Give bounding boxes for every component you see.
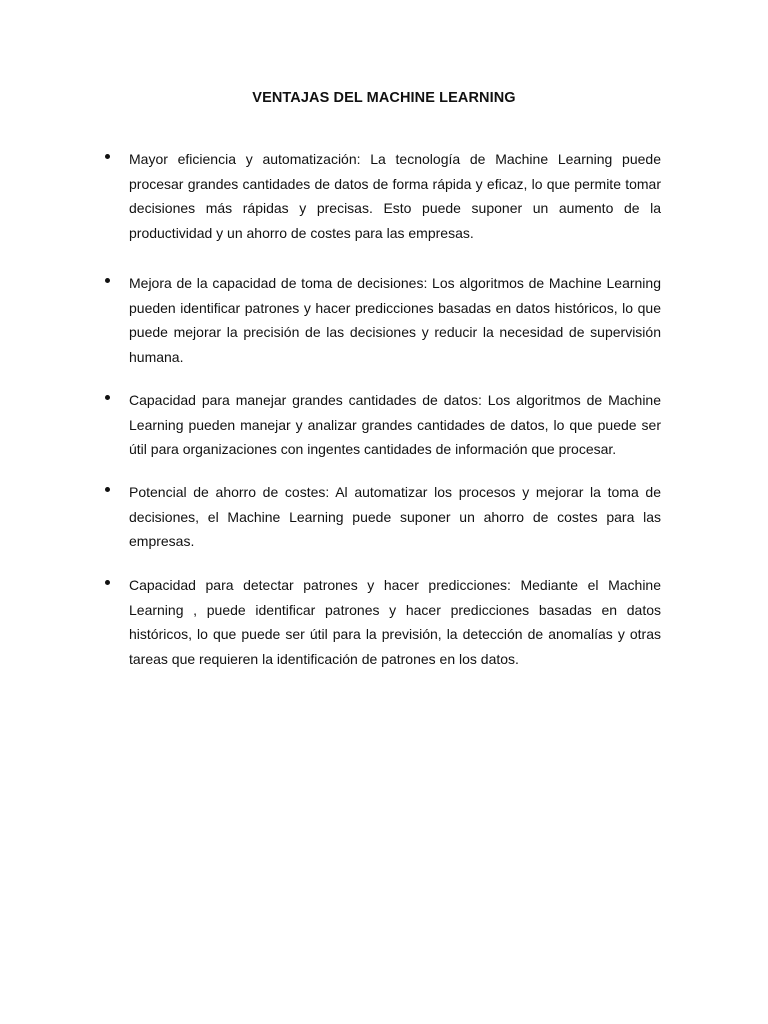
list-item-text: Capacidad para detectar patrones y hacer predicciones: Mediante el Machine Learning , puede identificar patrones y hacer predicciones basadas en datos históricos, lo que puede ser útil para la previsión, la detección de anomalías y otras tareas que requieren la identificación de patrones en los datos. — [129, 577, 661, 667]
bullet-icon — [105, 154, 110, 159]
bullet-icon — [105, 395, 110, 400]
list-item-text: Potencial de ahorro de costes: Al automatizar los procesos y mejorar la toma de decisiones, el Machine Learning puede suponer un ahorro de costes para las empresas. — [129, 484, 661, 550]
bullet-icon — [105, 487, 110, 492]
list-item-text: Mejora de la capacidad de toma de decisiones: Los algoritmos de Machine Learning pueden identificar patrones y hacer predicciones basadas en datos históricos, lo que puede mejorar la precisión de las decisiones y reducir la necesidad de supervisión humana. — [129, 275, 661, 365]
list-item-text: Mayor eficiencia y automatización: La tecnología de Machine Learning puede procesar grandes cantidades de datos de forma rápida y eficaz, lo que permite tomar decisiones más rápidas y precisas. Esto puede suponer un aumento de la productividad y un ahorro de costes para las empresas. — [129, 151, 661, 241]
list-item-text: Capacidad para manejar grandes cantidades de datos: Los algoritmos de Machine Learning pueden manejar y analizar grandes cantidades de datos, lo que puede ser útil para organizaciones con ingentes cantidades de información que procesar. — [129, 392, 661, 458]
bullet-icon — [105, 580, 110, 585]
bullet-icon — [105, 278, 110, 283]
document-title: VENTAJAS DEL MACHINE LEARNING — [252, 90, 516, 106]
